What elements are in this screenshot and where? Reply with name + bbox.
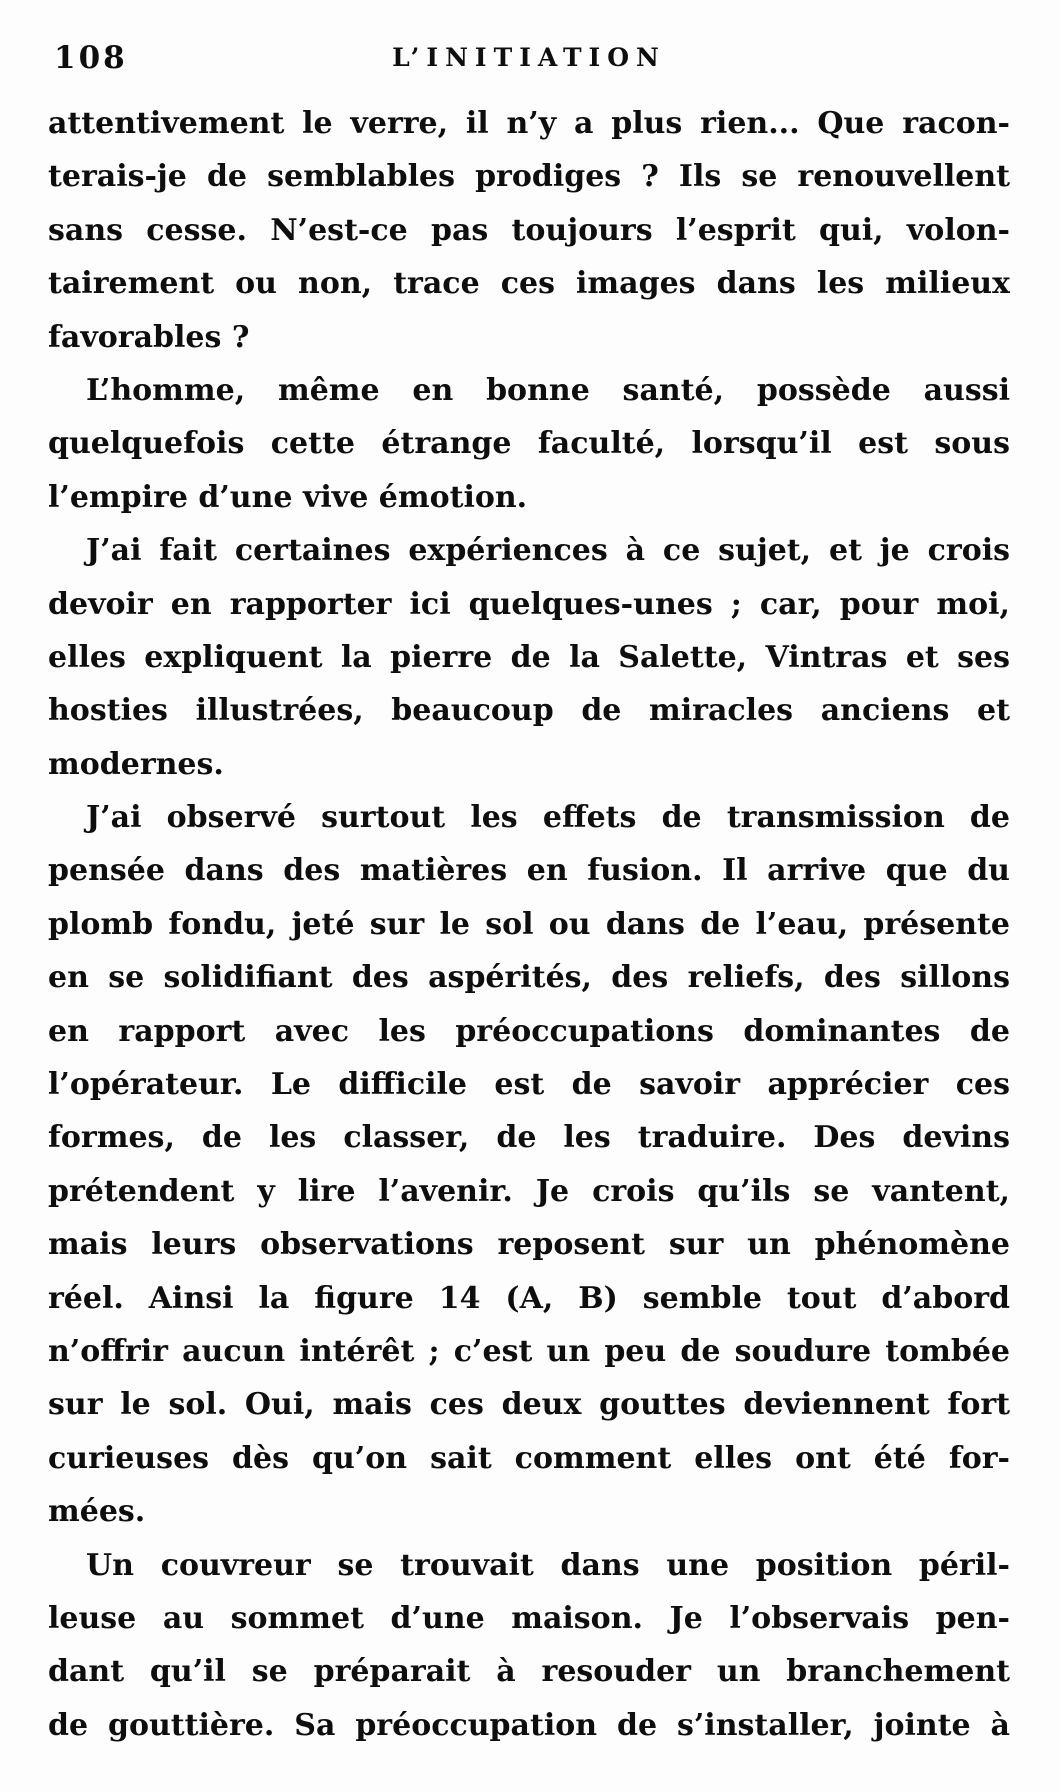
text-line: n’offrir aucun intérêt ; c’est un peu de soudure tombée bbox=[48, 1333, 1010, 1369]
text-line: modernes. bbox=[48, 746, 224, 782]
text-line: en rapport avec les préoccupations dominantes de bbox=[48, 1013, 1010, 1049]
text-line: en se solidifiant des aspérités, des reliefs, des sillons bbox=[48, 960, 1010, 996]
text-line: devoir en rapporter ici quelques-unes ; car, pour moi, bbox=[48, 586, 1010, 622]
page-header bbox=[48, 34, 1010, 78]
text-line: quelquefois cette étrange faculté, lorsqu’il est sous bbox=[48, 426, 1010, 462]
text-line: terais-je de semblables prodiges ? Ils se renouvellent bbox=[48, 159, 1010, 195]
text-line: J’ai fait certaines expériences à ce sujet, et je crois bbox=[86, 533, 1010, 569]
text-line: réel. Ainsi la figure 14 (A, B) semble tout d’abord bbox=[48, 1280, 1010, 1316]
text-line: de gouttière. Sa préoccupation de s’installer, jointe à bbox=[48, 1707, 1010, 1743]
text-line: J’ai observé surtout les effets de transmission de bbox=[86, 800, 1010, 836]
text-line: mées. bbox=[48, 1494, 146, 1530]
text-line: prétendent y lire l’avenir. Je crois qu’ils se vantent, bbox=[48, 1173, 1010, 1209]
text-line: L’homme, même en bonne santé, possède aussi bbox=[86, 372, 1010, 408]
text-line: favorables ? bbox=[48, 319, 250, 355]
text-line: curieuses dès qu’on sait comment elles ont été for- bbox=[48, 1440, 1010, 1476]
text-line: l’opérateur. Le difficile est de savoir apprécier ces bbox=[48, 1067, 1010, 1103]
text-line: sans cesse. N’est-ce pas toujours l’esprit qui, volon- bbox=[48, 212, 1010, 248]
text-line: elles expliquent la pierre de la Salette, Vintras et ses bbox=[48, 639, 1010, 675]
text-line: dant qu’il se préparait à resouder un branchement bbox=[48, 1654, 1010, 1690]
page-number: 108 bbox=[54, 40, 128, 76]
text-line: hosties illustrées, beaucoup de miracles anciens et bbox=[48, 693, 1010, 729]
text-line: plomb fondu, jeté sur le sol ou dans de l’eau, présente bbox=[48, 906, 1010, 942]
text-line: pensée dans des matières en fusion. Il arrive que du bbox=[48, 853, 1010, 889]
text-line: leuse au sommet d’une maison. Je l’observais pen- bbox=[48, 1600, 1010, 1636]
text-line: Un couvreur se trouvait dans une position péril- bbox=[86, 1547, 1010, 1583]
text-line: sur le sol. Oui, mais ces deux gouttes deviennent fort bbox=[48, 1387, 1010, 1423]
body-text-block bbox=[48, 97, 1010, 1752]
text-line: tairement ou non, trace ces images dans les milieux bbox=[48, 266, 1010, 302]
running-title: L’INITIATION bbox=[392, 43, 666, 72]
text-line: l’empire d’une vive émotion. bbox=[48, 479, 528, 515]
text-line: attentivement le verre, il n’y a plus rien... Que racon- bbox=[48, 106, 1010, 141]
text-line: mais leurs observations reposent sur un phénomène bbox=[48, 1227, 1010, 1263]
text-line: formes, de les classer, de les traduire. Des devins bbox=[48, 1120, 1010, 1156]
